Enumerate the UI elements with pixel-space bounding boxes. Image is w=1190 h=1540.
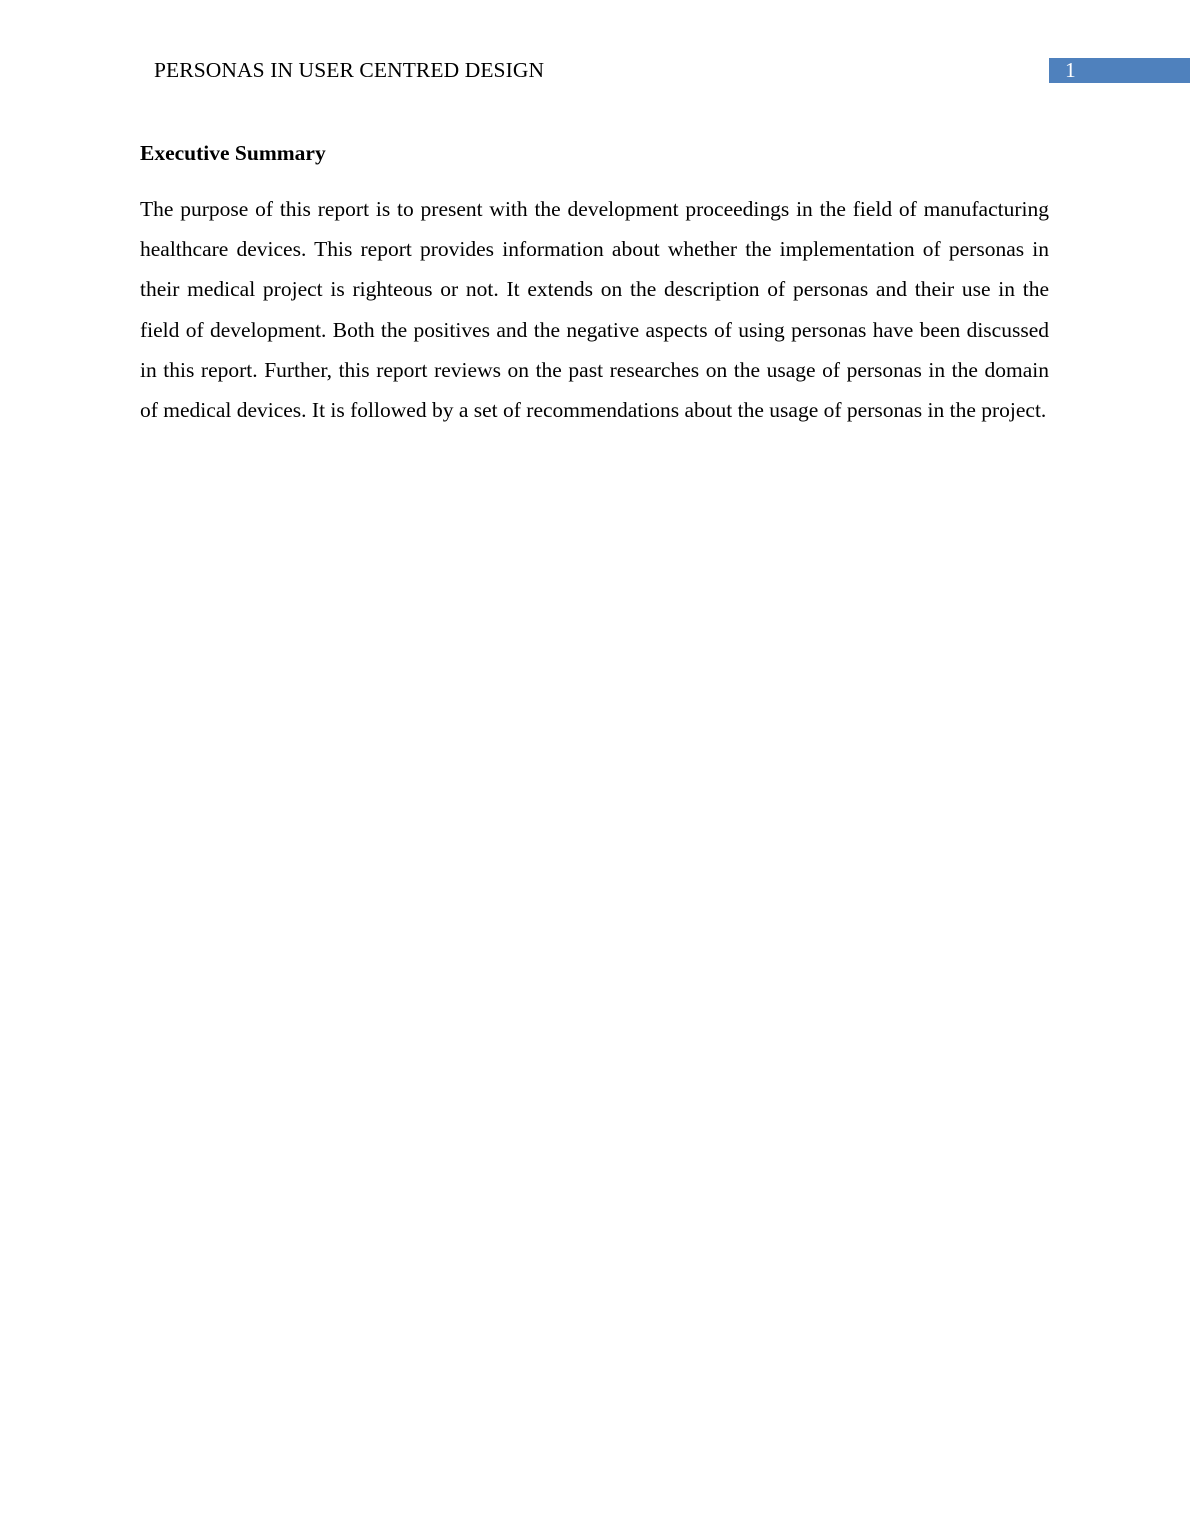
section-heading: Executive Summary xyxy=(140,141,326,165)
running-header-title: PERSONAS IN USER CENTRED DESIGN xyxy=(154,58,545,82)
page-number: 1 xyxy=(1065,58,1076,82)
page-number-badge xyxy=(1049,58,1190,83)
summary-paragraph: The purpose of this report is to present with the development proceedings in the field of manufacturing healthcare devices. This report provides information about whether the implementation of personas in their medical project is righteous or not. It extends on the description of personas and their use in the field of development. Both the positives and the negative aspects of using personas have been discussed in this report. Further, this report reviews on the past researches on the usage of personas in the domain of medical devices. It is followed by a set of recommendations about the usage of personas in the project. xyxy=(140,197,1049,423)
